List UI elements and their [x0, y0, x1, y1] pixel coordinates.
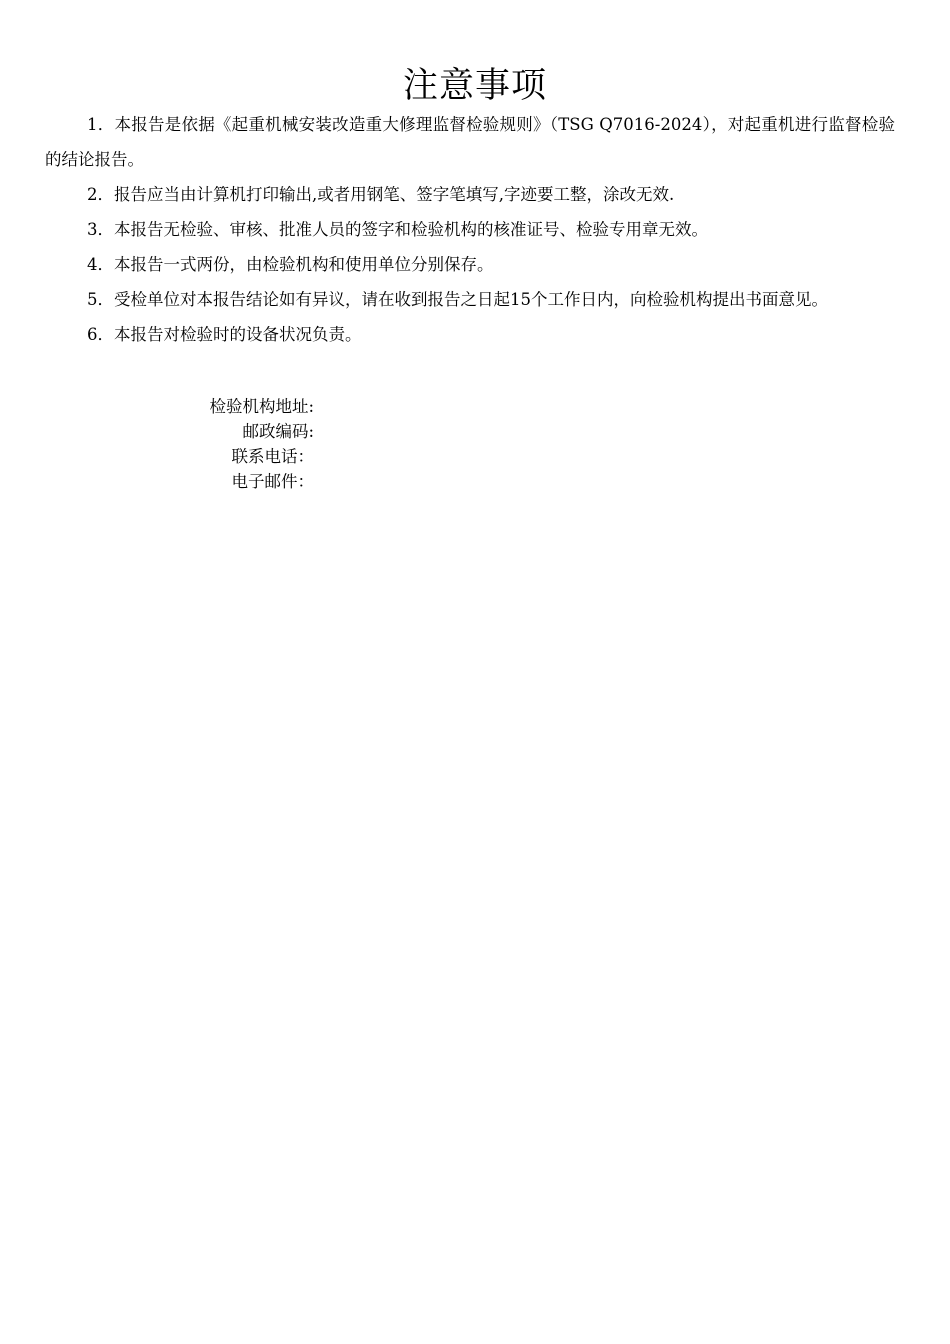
email-label: 电子邮件： — [231, 472, 314, 491]
note-item-6: 6．本报告对检验时的设备状况负责。 — [87, 325, 362, 344]
postcode-row — [130, 419, 614, 444]
note-item-4: 4．本报告一式两份，由检验机构和使用单位分别保存。 — [87, 255, 494, 274]
phone-row — [130, 444, 614, 469]
page-title: 注意事项 — [402, 66, 547, 106]
address-label: 检验机构地址: — [209, 397, 314, 416]
note-item-2: 2．报告应当由计算机打印输出,或者用钢笔、签字笔填写,字迹要工整，涂改无效. — [87, 185, 675, 204]
postcode-value — [314, 419, 614, 444]
notes-list — [45, 107, 895, 352]
address-row — [130, 394, 614, 419]
note-item-5: 5．受检单位对本报告结论如有异议，请在收到报告之日起15个工作日内，向检验机构提出书面意见。 — [87, 290, 828, 309]
note-item-1: 1．本报告是依据《起重机械安装改造重大修理监督检验规则》（TSG Q7016-2024），对起重机进行监督检验的结论报告。 — [45, 115, 895, 169]
phone-value — [314, 444, 614, 469]
contact-block — [130, 394, 614, 494]
phone-label: 联系电话： — [231, 447, 314, 466]
email-row — [130, 469, 614, 494]
postcode-label: 邮政编码: — [242, 422, 314, 441]
note-item-3: 3．本报告无检验、审核、批准人员的签字和检验机构的核准证号、检验专用章无效。 — [87, 220, 708, 239]
address-value — [314, 394, 614, 419]
email-value — [314, 469, 614, 494]
